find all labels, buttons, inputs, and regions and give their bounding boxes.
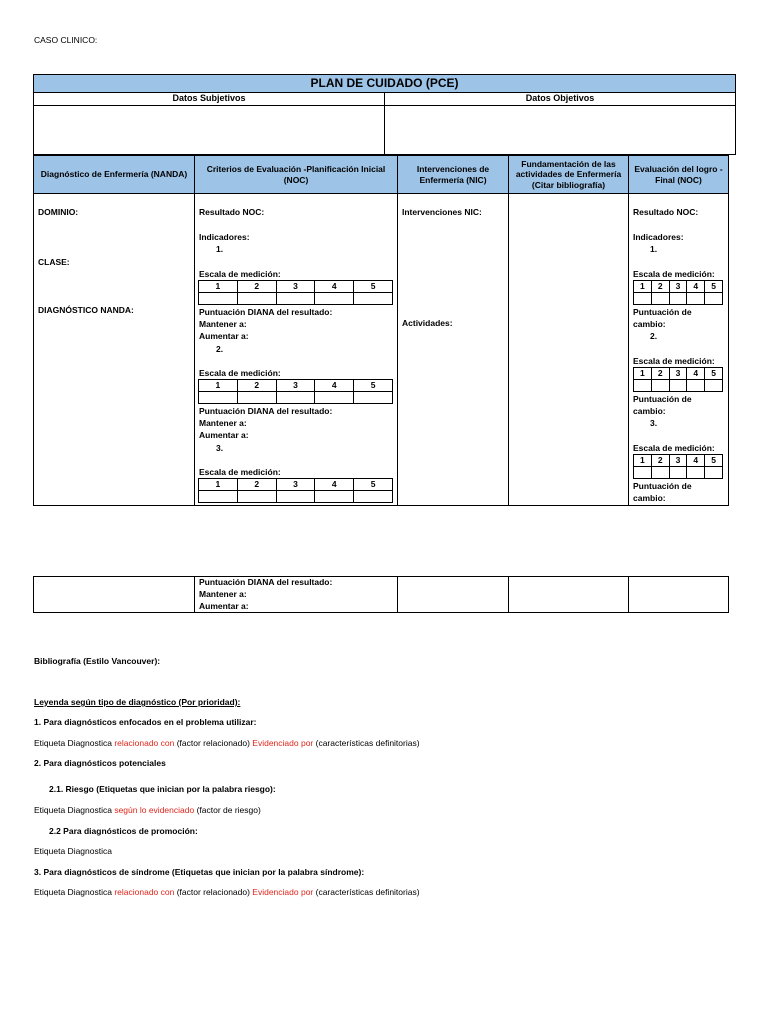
eval-puntuacion-label: Puntuación de — [633, 394, 692, 404]
scale-input[interactable] — [199, 392, 238, 404]
scale-input[interactable] — [276, 392, 315, 404]
scale-value: 2 — [237, 380, 276, 392]
scale-value: 5 — [705, 455, 723, 467]
caracteristicas-text: (características definitorias) — [313, 738, 420, 748]
indicador-2: 2. — [216, 344, 224, 354]
scale-value: 4 — [315, 479, 354, 491]
eval-puntuacion-label: Puntuación de — [633, 481, 692, 491]
scale-value: 2 — [651, 455, 669, 467]
body-fundamentacion-cell[interactable] — [508, 193, 629, 506]
leyenda-line-4 — [34, 887, 420, 897]
leyenda-line-1 — [34, 738, 420, 748]
scale-header-row — [634, 281, 723, 293]
puntuacion-diana-label: Puntuación DIANA del resultado: — [199, 307, 333, 317]
header-criterios: Criterios de Evaluación -Planificación Inicial (NOC) — [194, 155, 398, 194]
cont-diagnostico-cell[interactable] — [33, 576, 195, 613]
scale-header-row — [634, 455, 723, 467]
cont-intervenciones-cell[interactable] — [397, 576, 509, 613]
leyenda-item-2-1: 2.1. Riesgo (Etiquetas que inician por la palabra riesgo): — [49, 784, 276, 794]
relacionado-con-text: relacionado con — [114, 738, 175, 748]
scale-input[interactable] — [634, 467, 652, 479]
scale-value: 4 — [315, 380, 354, 392]
diagnostico-nanda-label: DIAGNÓSTICO NANDA: — [38, 305, 134, 315]
scale-input[interactable] — [634, 293, 652, 305]
header-fundamentacion: Fundamentación de las actividades de Enfermería (Citar bibliografía) — [508, 155, 629, 194]
leyenda-line-3: Etiqueta Diagnostica — [34, 846, 112, 856]
scale-value: 1 — [199, 479, 238, 491]
leyenda-line-2 — [34, 805, 261, 815]
scale-input[interactable] — [687, 293, 705, 305]
scale-value: 2 — [651, 368, 669, 380]
scale-value: 4 — [687, 455, 705, 467]
leyenda-item-2-2: 2.2 Para diagnósticos de promoción: — [49, 826, 198, 836]
scale-value: 1 — [634, 368, 652, 380]
leyenda-title: Leyenda según tipo de diagnóstico (Por prioridad): — [34, 697, 241, 707]
scale-value: 3 — [276, 380, 315, 392]
etiqueta-text: Etiqueta Diagnostica — [34, 805, 115, 815]
scale-input[interactable] — [315, 491, 354, 503]
scale-input-row[interactable] — [199, 392, 393, 404]
puntuacion-diana-label: Puntuación DIANA del resultado: — [199, 577, 333, 587]
scale-input[interactable] — [651, 467, 669, 479]
scale-value: 2 — [651, 281, 669, 293]
scale-input[interactable] — [354, 392, 393, 404]
etiqueta-text: Etiqueta Diagnostica — [34, 738, 115, 748]
aumentar-label: Aumentar a: — [199, 331, 249, 341]
header-evaluacion: Evaluación del logro - Final (NOC) — [628, 155, 729, 194]
scale-value: 5 — [705, 368, 723, 380]
cont-evaluacion-cell[interactable] — [628, 576, 729, 613]
scale-value: 4 — [687, 368, 705, 380]
scale-input[interactable] — [687, 467, 705, 479]
eval-indicador-2: 2. — [650, 331, 658, 341]
scale-value: 5 — [354, 281, 393, 293]
scale-value: 5 — [705, 281, 723, 293]
eval-cambio-label: cambio: — [633, 319, 666, 329]
dominio-label: DOMINIO: — [38, 207, 79, 217]
scale-input-row[interactable] — [199, 293, 393, 305]
eval-escala-label: Escala de medición: — [633, 356, 715, 366]
eval-scale-table[interactable] — [633, 367, 723, 392]
scale-input[interactable] — [705, 380, 723, 392]
escala-label: Escala de medición: — [199, 467, 281, 477]
header-diagnostico: Diagnóstico de Enfermería (NANDA) — [33, 155, 195, 194]
eval-puntuacion-label: Puntuación de — [633, 307, 692, 317]
factor-text: (factor relacionado) — [174, 738, 253, 748]
body-diagnostico-cell[interactable] — [33, 193, 195, 506]
scale-value: 1 — [199, 281, 238, 293]
eval-cambio-label: cambio: — [633, 493, 666, 503]
scale-value: 3 — [276, 281, 315, 293]
mantener-label: Mantener a: — [199, 418, 247, 428]
scale-value: 1 — [634, 281, 652, 293]
puntuacion-diana-label: Puntuación DIANA del resultado: — [199, 406, 333, 416]
scale-value: 3 — [669, 455, 687, 467]
escala-label: Escala de medición: — [199, 269, 281, 279]
clase-label: CLASE: — [38, 257, 70, 267]
leyenda-item-1: 1. Para diagnósticos enfocados en el problema utilizar: — [34, 717, 257, 727]
leyenda-item-2: 2. Para diagnósticos potenciales — [34, 758, 166, 768]
mantener-label: Mantener a: — [199, 319, 247, 329]
scale-input-row[interactable] — [199, 491, 393, 503]
scale-header-row — [199, 479, 393, 491]
mantener-label: Mantener a: — [199, 589, 247, 599]
scale-input[interactable] — [276, 491, 315, 503]
segun-lo-evidenciado-text: según lo evidenciado — [114, 805, 195, 815]
relacionado-con-text: relacionado con — [114, 887, 175, 897]
aumentar-label: Aumentar a: — [199, 601, 249, 611]
scale-value: 1 — [634, 455, 652, 467]
indicador-3: 3. — [216, 443, 224, 453]
eval-indicador-1: 1. — [650, 244, 658, 254]
leyenda-item-3: 3. Para diagnósticos de síndrome (Etiquetas que inician por la palabra síndrome): — [34, 867, 365, 877]
scale-input[interactable] — [354, 491, 393, 503]
actividades-label: Actividades: — [402, 318, 453, 328]
scale-input[interactable] — [669, 293, 687, 305]
scale-header-row — [634, 368, 723, 380]
plan-title: PLAN DE CUIDADO (PCE) — [33, 74, 736, 93]
scale-input[interactable] — [651, 380, 669, 392]
scale-input[interactable] — [237, 293, 276, 305]
scale-input[interactable] — [705, 467, 723, 479]
scale-table[interactable] — [198, 379, 393, 404]
scale-value: 3 — [669, 368, 687, 380]
datos-objetivos-field[interactable] — [384, 105, 736, 155]
etiqueta-text: Etiqueta Diagnostica — [34, 887, 115, 897]
intervenciones-nic-label: Intervenciones NIC: — [402, 207, 482, 217]
scale-input[interactable] — [237, 392, 276, 404]
scale-input[interactable] — [669, 380, 687, 392]
scale-input[interactable] — [705, 293, 723, 305]
resultado-noc-label: Resultado NOC: — [199, 207, 265, 217]
scale-input-row[interactable] — [634, 467, 723, 479]
escala-label: Escala de medición: — [199, 368, 281, 378]
datos-objetivos-header: Datos Objetivos — [384, 92, 736, 106]
body-intervenciones-cell[interactable] — [397, 193, 509, 506]
datos-subjetivos-field[interactable] — [33, 105, 385, 155]
scale-header-row — [199, 281, 393, 293]
caso-clinico-label: CASO CLINICO: — [34, 35, 98, 45]
scale-value: 2 — [237, 479, 276, 491]
scale-input[interactable] — [315, 392, 354, 404]
eval-cambio-label: cambio: — [633, 406, 666, 416]
indicador-1: 1. — [216, 244, 224, 254]
eval-indicador-3: 3. — [650, 418, 658, 428]
eval-scale-table[interactable] — [633, 280, 723, 305]
eval-escala-label: Escala de medición: — [633, 269, 715, 279]
eval-indicadores-label: Indicadores: — [633, 232, 684, 242]
factor-text: (factor relacionado) — [174, 887, 253, 897]
cont-fundamentacion-cell[interactable] — [508, 576, 629, 613]
scale-input[interactable] — [199, 293, 238, 305]
eval-escala-label: Escala de medición: — [633, 443, 715, 453]
scale-value: 5 — [354, 479, 393, 491]
evidenciado-por-text: Evidenciado por — [252, 738, 314, 748]
scale-input[interactable] — [634, 380, 652, 392]
factor-riesgo-text: (factor de riesgo) — [194, 805, 261, 815]
scale-input[interactable] — [687, 380, 705, 392]
scale-input[interactable] — [354, 293, 393, 305]
eval-resultado-noc-label: Resultado NOC: — [633, 207, 699, 217]
scale-input-row[interactable] — [634, 293, 723, 305]
scale-header-row — [199, 380, 393, 392]
scale-input[interactable] — [199, 491, 238, 503]
scale-value: 1 — [199, 380, 238, 392]
scale-value: 2 — [237, 281, 276, 293]
bibliografia-label: Bibliografía (Estilo Vancouver): — [34, 656, 161, 666]
scale-table[interactable] — [198, 478, 393, 503]
scale-input[interactable] — [651, 293, 669, 305]
evidenciado-por-text: Evidenciado por — [252, 887, 314, 897]
scale-input[interactable] — [315, 293, 354, 305]
scale-input[interactable] — [669, 467, 687, 479]
indicadores-label: Indicadores: — [199, 232, 250, 242]
scale-value: 3 — [276, 479, 315, 491]
scale-value: 4 — [315, 281, 354, 293]
header-intervenciones: Intervenciones de Enfermería (NIC) — [397, 155, 509, 194]
datos-subjetivos-header: Datos Subjetivos — [33, 92, 385, 106]
eval-scale-table[interactable] — [633, 454, 723, 479]
aumentar-label: Aumentar a: — [199, 430, 249, 440]
scale-value: 4 — [687, 281, 705, 293]
scale-table[interactable] — [198, 280, 393, 305]
scale-input[interactable] — [237, 491, 276, 503]
scale-value: 3 — [669, 281, 687, 293]
caracteristicas-text: (características definitorias) — [313, 887, 420, 897]
scale-input-row[interactable] — [634, 380, 723, 392]
scale-value: 5 — [354, 380, 393, 392]
scale-input[interactable] — [276, 293, 315, 305]
